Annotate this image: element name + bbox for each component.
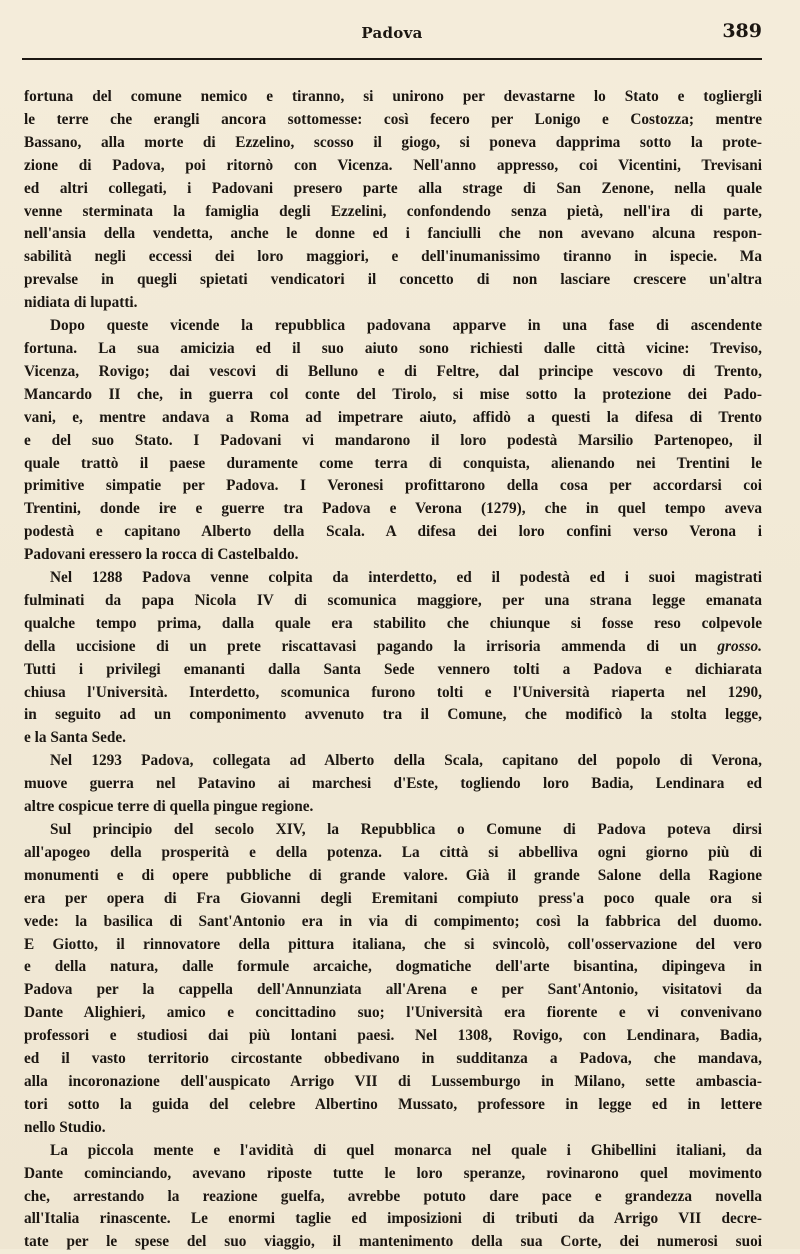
text-line-content: e la Santa Sede.: [24, 729, 126, 747]
text-line: [24, 155, 762, 178]
text-line-content: Padova per la cappella dell'Annunziata all'Arena e per Sant'Antonio, visitatovi da: [24, 981, 762, 999]
page-number: 389: [722, 20, 762, 42]
text-line: [24, 86, 762, 109]
text-line: [24, 338, 762, 361]
text-line-content: Trentini, donde ire e guerre tra Padova e Verona (1279), che in quel tempo aveva: [24, 500, 762, 518]
text-line-content: che, arrestando la reazione guelfa, avrebbe potuto dare pace e grandezza novella: [24, 1187, 762, 1205]
text-line: [24, 521, 762, 544]
text-line: [24, 407, 762, 430]
text-line-content: Dante cominciando, avevano riposte tutte le loro speranze, rovinarono quel movimento: [24, 1164, 762, 1182]
page-header: [22, 18, 762, 54]
text-line-content: e del suo Stato. I Padovani vi mandarono il loro podestà Marsilio Partenopeo, il: [24, 431, 762, 449]
text-line: [24, 750, 762, 773]
text-line: [24, 201, 762, 224]
header-rule: [22, 58, 762, 60]
text-line: [24, 498, 762, 521]
text-line: [24, 1094, 762, 1117]
text-line: [24, 1071, 762, 1094]
text-line-content: E Giotto, il rinnovatore della pittura italiana, che si svincolò, coll'osservazione del vero: [24, 935, 762, 953]
text-line: [24, 979, 762, 1002]
text-line-content: ed il vasto territorio circostante obbedivano in sudditanza a Padova, che mandava,: [24, 1050, 762, 1068]
text-line: [24, 636, 762, 659]
text-line-content: della uccisione di un prete riscattavasi pagando la irrisoria ammenda di un: [24, 637, 718, 655]
text-line: [24, 361, 762, 384]
text-line-content: all'apogeo della prosperità e della potenza. La città si abbelliva ogni giorno più di: [24, 843, 762, 861]
text-line: [24, 888, 762, 911]
text-line: [24, 223, 762, 246]
text-line-content: Nel 1288 Padova venne colpita da interdetto, ed il podestà ed i suoi magistrati: [50, 569, 762, 587]
text-line: [24, 1048, 762, 1071]
text-line-content: in seguito ad un componimento avvenuto tra il Comune, che modificò la stolta legge,: [24, 706, 762, 724]
text-line: [24, 613, 762, 636]
text-line-content: Dopo queste vicende la repubblica padovana apparve in una fase di ascendente: [50, 317, 762, 335]
text-line-content: muove guerra nel Patavino ai marchesi d'Este, togliendo loro Badia, Lendinara ed: [24, 775, 762, 793]
text-line-content: Nel 1293 Padova, collegata ad Alberto della Scala, capitano del popolo di Verona,: [50, 752, 762, 770]
text-line: [24, 865, 762, 888]
text-line-content: tori sotto la guida del celebre Albertino Mussato, professore in legge ed in lettere: [24, 1095, 762, 1113]
text-line-content: fortuna. La sua amicizia ed il suo aiuto sono richiesti dalle città vicine: Treviso,: [24, 339, 762, 357]
text-line-content: era per opera di Fra Giovanni degli Eremitani compiuto press'a poco quale ora si: [24, 889, 762, 907]
text-line: [24, 1140, 762, 1163]
body-text: [24, 86, 762, 1254]
text-line-content: vede: la basilica di Sant'Antonio era in via di compimento; così la fabbrica del duomo.: [24, 912, 762, 930]
text-line: [24, 1002, 762, 1025]
running-title: Padova: [361, 24, 423, 42]
text-line-content: Sul principio del secolo XIV, la Repubblica o Comune di Padova poteva dirsi: [50, 821, 762, 838]
text-line: [24, 704, 762, 727]
text-line: [24, 1231, 762, 1254]
text-line: [24, 1117, 762, 1140]
text-line-content: vani, e, mentre andava a Roma ad impetrare aiuto, affidò a questi la difesa di Trento: [24, 408, 762, 426]
text-line: [24, 590, 762, 613]
text-line: [24, 132, 762, 155]
text-line: [24, 819, 762, 842]
text-line: [24, 292, 762, 315]
text-line: [24, 544, 762, 567]
text-line: [24, 1025, 762, 1048]
text-line-content: quale trattò il paese duramente come terra di conquista, alienando nei Trentini le: [24, 454, 762, 472]
text-line: [24, 727, 762, 750]
text-line: [24, 453, 762, 476]
text-line-content: La piccola mente e l'avidità di quel monarca nel quale i Ghibellini italiani, da: [50, 1141, 762, 1159]
text-line: [24, 246, 762, 269]
text-line: [24, 1208, 762, 1231]
text-line: [24, 659, 762, 682]
text-line-content: nidiata di lupatti.: [24, 294, 138, 312]
italic-word: grosso.: [717, 637, 762, 655]
text-line-content: Padovani eressero la rocca di Castelbaldo.: [24, 546, 299, 564]
text-line: [24, 430, 762, 453]
text-line-content: fulminati da papa Nicola IV di scomunica maggiore, per una strana legge emanata: [24, 591, 762, 609]
text-line: [24, 911, 762, 934]
text-line: [24, 682, 762, 705]
text-line-content: primitive simpatie per Padova. I Veronesi profittarono della cosa per accordarsi coi: [24, 477, 762, 495]
text-line: [24, 109, 762, 132]
text-line-content: all'Italia rinascente. Le enormi taglie ed imposizioni di tributi da Arrigo VII decre-: [24, 1210, 762, 1228]
text-line: [24, 178, 762, 201]
text-line-content: venne sterminata la famiglia degli Ezzelini, confondendo senza pietà, nell'ira di parte,: [24, 202, 762, 220]
text-line-content: nell'ansia della vendetta, anche le donne ed i fanciulli che non avevano alcuna respon-: [24, 225, 762, 243]
text-line: [24, 1163, 762, 1186]
text-line: [24, 1186, 762, 1209]
text-line-content: Bassano, alla morte di Ezzelino, scosso il giogo, si poneva dapprima sotto la prote-: [24, 133, 762, 151]
text-line-content: Dante Alighieri, amico e concittadino suo; l'Università era fiorente e vi convenivano: [24, 1004, 762, 1022]
text-line-content: sabilità negli eccessi dei loro maggiori, e dell'inumanissimo tiranno in ispecie. Ma: [24, 248, 762, 266]
text-line-content: fortuna del comune nemico e tiranno, si unirono per devastarne lo Stato e togliergli: [24, 88, 762, 105]
text-line-content: Vicenza, Rovigo; dai vescovi di Belluno e di Feltre, dal principe vescovo di Trento,: [24, 362, 762, 380]
text-line: [24, 475, 762, 498]
text-line-content: ed altri collegati, i Padovani presero parte alla strage di San Zenone, nella quale: [24, 179, 762, 197]
text-line-content: altre cospicue terre di quella pingue regione.: [24, 798, 314, 816]
text-line-content: alla incoronazione dell'auspicato Arrigo VII di Lussemburgo in Milano, sette ambascia-: [24, 1072, 762, 1090]
text-line: [24, 315, 762, 338]
text-line-content: qualche tempo prima, dalla quale era stabilito che chiunque si fosse reso colpevole: [24, 614, 762, 632]
text-line: [24, 567, 762, 590]
text-line: [24, 956, 762, 979]
text-line-content: podestà e capitano Alberto della Scala. A difesa dei loro confini verso Verona i: [24, 523, 762, 541]
text-line-content: zione di Padova, poi ritornò con Vicenza. Nell'anno appresso, coi Vicentini, Trevisani: [24, 156, 762, 174]
text-line-content: e della natura, dalle formule arcaiche, dogmatiche dell'arte bisantina, dipingeva in: [24, 958, 762, 976]
text-line: [24, 269, 762, 292]
text-line-content: tate per le spese del suo viaggio, il mantenimento della sua Corte, dei numerosi suoi: [24, 1233, 762, 1251]
text-line: [24, 773, 762, 796]
text-line: [24, 796, 762, 819]
text-line-content: le terre che erangli ancora sottomesse: così fecero per Lonigo e Costozza; mentre: [24, 110, 762, 128]
text-line: [24, 842, 762, 865]
text-line: [24, 934, 762, 957]
text-line-content: Tutti i privilegi emananti dalla Santa Sede vennero tolti a Padova e dichiarata: [24, 660, 762, 678]
text-line-content: nello Studio.: [24, 1118, 106, 1136]
text-line-content: professori e studiosi dai più lontani paesi. Nel 1308, Rovigo, con Lendinara, Badia,: [24, 1027, 762, 1045]
text-line-content: chiusa l'Università. Interdetto, scomunica furono tolti e l'Università riaperta nel 1290,: [24, 683, 762, 701]
text-line-content: Mancardo II che, in guerra col conte del Tirolo, si mise sotto la protezione dei Pado-: [24, 385, 762, 403]
text-line-content: monumenti e di opere pubbliche di grande valore. Già il grande Salone della Ragione: [24, 866, 762, 884]
text-line-content: prevalse in quegli spietati vendicatori il concetto di non lasciare crescere un'altra: [24, 271, 762, 289]
text-line: [24, 384, 762, 407]
